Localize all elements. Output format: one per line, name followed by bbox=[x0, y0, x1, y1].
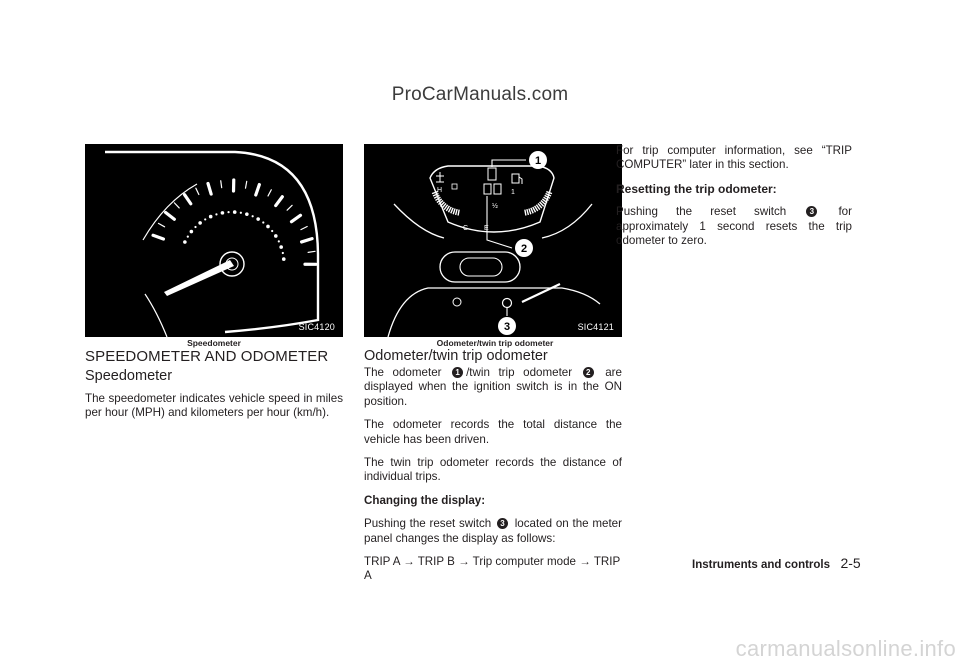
reset-paragraph bbox=[616, 205, 852, 248]
speedometer-paragraph: The speedometer indicates vehicle speed in miles per hour (MPH) and kilometers per hour (km/h). bbox=[85, 392, 343, 420]
callout-3: 3 bbox=[503, 321, 511, 333]
p1-text-a: The odometer bbox=[364, 366, 442, 379]
speedometer-dot bbox=[282, 257, 286, 261]
odometer-paragraph-3: The twin trip odometer records the distance of individual trips. bbox=[364, 456, 622, 484]
inline-callout-3b: 3 bbox=[806, 206, 817, 217]
speedometer-dot bbox=[240, 212, 242, 214]
display-cycle-text: TRIP A → TRIP B → Trip computer mode → TRIP A bbox=[364, 555, 621, 583]
column-3-body bbox=[616, 144, 852, 257]
inline-callout-2: 2 bbox=[583, 367, 594, 378]
footer-section: Instruments and controls bbox=[692, 559, 831, 571]
speedometer-dot bbox=[282, 252, 284, 254]
inline-callout-3: 3 bbox=[497, 518, 508, 529]
gauge-hot-mark: H bbox=[437, 187, 443, 194]
speedometer-subheading: Speedometer bbox=[85, 368, 173, 384]
odometer-illustration bbox=[364, 144, 622, 337]
footer-page-number: 2-5 bbox=[840, 555, 861, 571]
speedometer-dot bbox=[256, 217, 260, 221]
speedometer-dot bbox=[190, 230, 194, 234]
reset-text-b: for approximately 1 second resets the trip odometer to zero. bbox=[616, 205, 852, 248]
odometer-paragraph-2: The odometer records the total distance the vehicle has been driven. bbox=[364, 418, 622, 446]
inline-callout-1: 1 bbox=[452, 367, 463, 378]
odometer-figure bbox=[364, 144, 622, 337]
p4-text-a: Pushing the reset switch bbox=[364, 517, 492, 531]
callout-2: 2 bbox=[520, 243, 528, 255]
speedometer-dot bbox=[266, 225, 270, 229]
speedometer-dot bbox=[271, 230, 273, 232]
speedometer-dot bbox=[183, 240, 187, 244]
gauge-empty-mark: E bbox=[484, 225, 489, 232]
gauge-full-mark: 1 bbox=[511, 189, 515, 196]
speedometer-dot bbox=[194, 226, 196, 228]
speedometer-caption: Speedometer bbox=[187, 338, 241, 348]
speedometer-dot bbox=[252, 215, 254, 217]
speedometer-dot bbox=[279, 245, 283, 249]
resetting-heading: Resetting the trip odometer: bbox=[616, 181, 777, 196]
trip-computer-reference: For trip computer information, see “TRIP COMPUTER” later in this section. bbox=[616, 144, 852, 172]
speedometer-body bbox=[85, 392, 343, 430]
odometer-paragraph-4 bbox=[364, 517, 622, 546]
speedometer-dot bbox=[233, 210, 237, 214]
gauge-half-mark: ½ bbox=[492, 203, 498, 210]
speedometer-dot bbox=[204, 218, 206, 220]
p4-text-b: located on the meter panel changes the display as follows: bbox=[364, 517, 622, 545]
odometer-subheading: Odometer/twin trip odometer bbox=[364, 348, 548, 364]
section-heading: SPEEDOMETER AND ODOMETER bbox=[85, 348, 329, 365]
watermark-bottom: carmanualsonline.info bbox=[735, 636, 956, 661]
speedometer-dot bbox=[187, 235, 189, 237]
speedometer-dot bbox=[221, 211, 225, 215]
speedometer-illustration bbox=[85, 144, 343, 337]
speedometer-dot bbox=[245, 212, 249, 216]
odometer-figure-code: SIC4121 bbox=[577, 322, 614, 332]
speedometer-figure-code: SIC4120 bbox=[298, 322, 335, 332]
speedometer-dot bbox=[278, 240, 280, 242]
speedometer-dot bbox=[262, 221, 264, 223]
speedometer-dot bbox=[274, 234, 278, 238]
callout-1: 1 bbox=[534, 155, 542, 167]
speedometer-dot bbox=[209, 215, 213, 219]
p1-text-b: /twin trip odometer bbox=[466, 366, 573, 379]
p1-text-c: are displayed when the ignition switch is in the ON position. bbox=[364, 366, 622, 408]
speedometer-figure bbox=[85, 144, 343, 337]
changing-display-heading: Changing the display: bbox=[364, 493, 486, 507]
odometer-body bbox=[364, 366, 622, 593]
gauge-cold-mark: C bbox=[463, 225, 469, 232]
speedometer-dot bbox=[198, 221, 202, 225]
odometer-caption: Odometer/twin trip odometer bbox=[436, 338, 554, 348]
watermark-top: ProCarManuals.com bbox=[391, 84, 569, 105]
reset-text-a: Pushing the reset switch bbox=[616, 205, 787, 219]
speedometer-dot bbox=[215, 213, 217, 215]
speedometer-dot bbox=[227, 211, 229, 213]
odometer-paragraph-1 bbox=[364, 366, 622, 409]
page-footer bbox=[692, 555, 861, 573]
